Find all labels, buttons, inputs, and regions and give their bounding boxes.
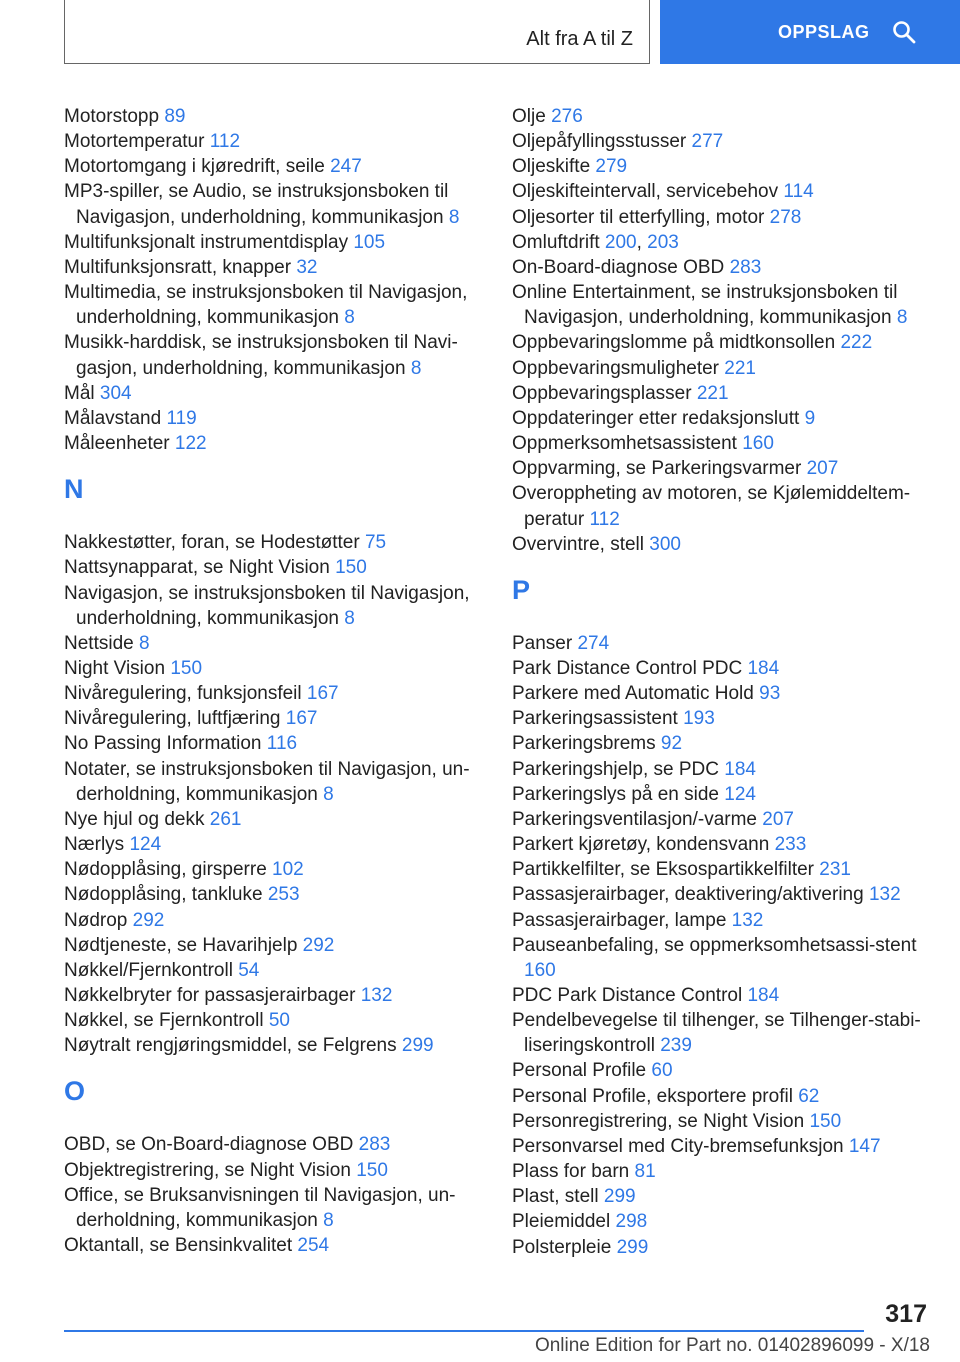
index-entry xyxy=(64,706,484,731)
index-entry xyxy=(64,129,484,154)
index-entry-text: Oljeskifteintervall, servicebehov xyxy=(512,181,779,203)
page-reference-link[interactable]: 112 xyxy=(589,508,620,530)
page-reference-link[interactable]: 167 xyxy=(306,683,339,705)
index-entry xyxy=(512,983,932,1008)
page-reference-link[interactable]: 89 xyxy=(164,106,186,127)
index-entry xyxy=(64,280,484,330)
page-reference-link[interactable]: 105 xyxy=(353,231,386,253)
page-reference-link[interactable]: 278 xyxy=(769,206,802,228)
index-entry-text: Overvintre, stell xyxy=(512,533,644,555)
page-reference-link[interactable]: 253 xyxy=(267,884,300,906)
index-entry-text: Nye hjul og dekk xyxy=(64,808,205,830)
index-entry-text: Multifunksjonalt instrumentdisplay xyxy=(64,231,349,253)
index-entry xyxy=(512,1134,932,1159)
index-entry xyxy=(64,807,484,832)
index-entry xyxy=(512,631,932,656)
index-entry xyxy=(64,908,484,933)
index-entry-text: Nøytralt rengjøringsmiddel, se Felgrens xyxy=(64,1035,397,1057)
index-entry xyxy=(512,933,932,983)
index-entry-text: Online Entertainment, se instruksjonsboken til Navigasjon, underholdning, kommunikasjon xyxy=(512,282,898,329)
edition-footer: Online Edition for Part no. 01402896099 - X/18 xyxy=(534,1335,930,1356)
index-entry xyxy=(512,255,932,280)
page-reference-link[interactable]: 203 xyxy=(647,231,679,253)
page-reference-link[interactable]: 8 xyxy=(344,307,355,329)
page-reference-link[interactable]: 102 xyxy=(272,859,304,881)
index-entry xyxy=(512,280,932,330)
page-reference-link[interactable]: 8 xyxy=(138,632,150,654)
index-entry xyxy=(512,406,932,431)
index-entry xyxy=(64,154,484,179)
index-entry xyxy=(64,431,484,456)
index-entry xyxy=(512,1159,932,1184)
index-entry-text: Parkert kjøretøy, kondensvann xyxy=(512,834,770,856)
index-entry xyxy=(512,908,932,933)
page-reference-link[interactable]: 207 xyxy=(806,458,839,480)
page-reference-link[interactable]: 298 xyxy=(615,1211,648,1233)
index-entry-text: Passasjerairbager, lampe xyxy=(512,909,727,931)
page-reference-link[interactable]: 124 xyxy=(129,834,162,856)
page-reference-link[interactable]: 304 xyxy=(99,382,132,404)
index-entry xyxy=(64,1233,484,1258)
index-entry-text: Personvarsel med City-bremsefunksjon xyxy=(512,1135,844,1157)
page-reference-link[interactable]: 184 xyxy=(747,985,780,1006)
index-entry-text: Multifunksjonsratt, knapper xyxy=(64,256,292,278)
page-reference-link[interactable]: 276 xyxy=(551,106,583,127)
page-reference-link[interactable]: 254 xyxy=(297,1235,330,1257)
page-reference-link[interactable]: 54 xyxy=(238,959,260,981)
page-reference-link[interactable]: 299 xyxy=(616,1236,649,1258)
section-tab xyxy=(64,0,650,64)
page-reference-link[interactable]: 119 xyxy=(166,407,197,429)
page-reference-link[interactable]: 147 xyxy=(848,1135,881,1157)
index-entry xyxy=(64,656,484,681)
index-entry xyxy=(512,832,932,857)
index-entry-text: Objektregistrering, se Night Vision xyxy=(64,1159,351,1181)
page-reference-link[interactable]: 150 xyxy=(356,1159,388,1181)
index-entry-text: Nøkkelbryter for passasjerairbager xyxy=(64,985,356,1006)
index-entry-text: Oktantall, se Bensinkvalitet xyxy=(64,1235,293,1257)
index-entry-text: Oppbevaringslomme på midtkonsollen xyxy=(512,332,836,354)
index-entry xyxy=(512,104,932,129)
index-entry-text: Oljesorter til etterfylling, motor xyxy=(512,206,765,228)
page-reference-link[interactable]: 92 xyxy=(660,733,683,755)
page-reference-link[interactable]: 160 xyxy=(524,959,556,981)
index-entry xyxy=(64,330,484,380)
page-reference-link[interactable]: 150 xyxy=(335,557,367,579)
index-entry-text: Polsterpleie xyxy=(512,1236,612,1258)
index-entry xyxy=(512,381,932,406)
index-entry-text: Nivåregulering, luftfjæring xyxy=(64,708,281,730)
page-reference-link[interactable]: 60 xyxy=(651,1060,673,1082)
index-entry xyxy=(64,179,484,229)
index-entry-text: Motortomgang i kjøredrift, seile xyxy=(64,156,325,178)
page-reference-link[interactable]: 184 xyxy=(747,657,780,679)
index-entry-text: Motortemperatur xyxy=(64,131,205,153)
page-reference-link[interactable]: 8 xyxy=(323,1209,334,1231)
footer-divider xyxy=(64,1330,864,1332)
page-reference-link[interactable]: 75 xyxy=(364,532,387,554)
index-entry-text: Notater, se instruksjonsboken til Navigasjon, un-derholdning, kommunikasjon xyxy=(64,758,470,805)
index-entry-text: Partikkelfilter, se Eksospartikkelfilter xyxy=(512,859,814,881)
index-entry xyxy=(512,481,932,531)
section-letter: O xyxy=(64,1076,86,1107)
index-entry xyxy=(512,129,932,154)
page-reference-link[interactable]: 124 xyxy=(724,783,756,805)
index-entry xyxy=(64,1008,484,1033)
page-reference-link[interactable]: 8 xyxy=(410,357,422,379)
index-entry-text: Oppdateringer etter redaksjonslutt xyxy=(512,407,800,429)
index-entry-text: Nettside xyxy=(64,632,134,654)
index-entry-text: Musikk-harddisk, se instruksjonsboken til Navi-gasjon, underholdning, kommunikasjon xyxy=(64,332,458,379)
index-entry xyxy=(64,1183,484,1233)
index-entry-text: Motorstopp xyxy=(64,106,160,127)
index-entry xyxy=(512,757,932,782)
index-entry xyxy=(512,857,932,882)
index-entry-text: Overoppheting av motoren, se Kjølemiddeltem-peratur xyxy=(512,483,911,530)
index-entry xyxy=(64,381,484,406)
index-entry-text: Nøkkel, se Fjernkontroll xyxy=(64,1010,264,1032)
index-entry-text: Parkeringslys på en side xyxy=(512,783,719,805)
index-entry-text: Mål xyxy=(64,382,95,404)
index-entry xyxy=(64,555,484,580)
search-icon xyxy=(892,20,916,44)
index-entry-text: Målavstand xyxy=(64,407,162,429)
page-reference-link[interactable]: 8 xyxy=(448,206,460,228)
index-entry xyxy=(64,406,484,431)
index-entry xyxy=(64,104,484,129)
page-reference-link[interactable]: 283 xyxy=(729,256,762,278)
index-entry-text: Nøkkel/Fjernkontroll xyxy=(64,959,233,981)
index-entry-text: Parkeringsventilasjon/-varme xyxy=(512,808,757,830)
index-entry-text: Parkeringsassistent xyxy=(512,708,678,730)
page-reference-link[interactable]: 112 xyxy=(209,131,241,153)
page-reference-link[interactable]: 292 xyxy=(132,909,165,931)
index-entry xyxy=(512,330,932,355)
index-entry xyxy=(64,757,484,807)
index-entry-text: Måleenheter xyxy=(64,433,170,455)
index-entry-text: Oppmerksomhetsassistent xyxy=(512,433,737,455)
index-entry xyxy=(64,958,484,983)
index-entry xyxy=(64,933,484,958)
page-reference-link[interactable]: 132 xyxy=(731,909,764,931)
page-reference-link[interactable]: 247 xyxy=(330,156,362,178)
index-entry-text: Park Distance Control PDC xyxy=(512,657,743,679)
index-entry xyxy=(64,1158,484,1183)
index-entry-text: Passasjerairbager, deaktivering/aktivering xyxy=(512,884,864,906)
page-reference-link[interactable]: 222 xyxy=(840,332,873,354)
page-reference-link[interactable]: 8 xyxy=(344,607,355,629)
search-label: OPPSLAG xyxy=(778,21,870,42)
index-entry-text: Personregistrering, se Night Vision xyxy=(512,1110,805,1132)
index-entry-text: Nakkestøtter, foran, se Hodestøtter xyxy=(64,532,360,554)
index-entry xyxy=(512,532,932,557)
page-reference-link[interactable]: 160 xyxy=(742,433,774,455)
page-reference-link[interactable]: 193 xyxy=(683,708,715,730)
index-entry xyxy=(64,1033,484,1058)
page-reference-link[interactable]: 283 xyxy=(358,1134,391,1156)
index-entry-text: Nødopplåsing, tankluke xyxy=(64,884,263,906)
page-reference-link[interactable]: 132 xyxy=(868,884,901,906)
index-entry xyxy=(512,1209,932,1234)
index-entry-text: No Passing Information xyxy=(64,733,262,755)
index-entry xyxy=(64,530,484,555)
page-reference-link[interactable]: 300 xyxy=(649,533,681,555)
page-reference-link[interactable]: 207 xyxy=(762,808,794,830)
index-entry-text: Pendelbevegelse til tilhenger, se Tilhenger-stabi-liseringskontroll xyxy=(512,1010,921,1057)
index-entry xyxy=(512,731,932,756)
page-reference-link[interactable]: 114 xyxy=(783,181,814,203)
index-entry-text: On-Board-diagnose OBD xyxy=(512,256,725,278)
index-entry-text: Office, se Bruksanvisningen til Navigasjon, un-derholdning, kommunikasjon xyxy=(64,1184,456,1231)
index-entry xyxy=(512,431,932,456)
index-entry-text: Nødrop xyxy=(64,909,128,931)
index-entry-text: Oppbevaringsmuligheter xyxy=(512,357,720,379)
section-letter: P xyxy=(512,574,531,605)
page-reference-link[interactable]: 274 xyxy=(577,632,610,654)
index-entry-text: Oljeskifte xyxy=(512,156,591,178)
index-entry xyxy=(512,1109,932,1134)
index-column-left xyxy=(64,104,484,1258)
index-entry xyxy=(64,731,484,756)
index-entry-text: Omluftdrift xyxy=(512,231,600,253)
section-title: Alt fra A til Z xyxy=(526,28,633,50)
index-entry xyxy=(64,882,484,907)
index-entry-text: Plast, stell xyxy=(512,1186,599,1208)
page-reference-link[interactable]: 62 xyxy=(798,1085,820,1107)
page-reference-link[interactable]: 299 xyxy=(401,1035,434,1057)
page-reference-link[interactable]: 150 xyxy=(809,1110,842,1132)
index-entry-text: Night Vision xyxy=(64,657,166,679)
index-entry-text: Olje xyxy=(512,106,546,127)
index-entry-text: MP3-spiller, se Audio, se instruksjonsboken til Navigasjon, underholdning, kommunikasjon xyxy=(64,181,449,228)
index-entry xyxy=(512,706,932,731)
index-entry xyxy=(512,154,932,179)
index-entry: Omluftdrift 200, 203 xyxy=(512,231,679,253)
index-entry-text: Nødtjeneste, se Havarihjelp xyxy=(64,934,298,956)
section-letter: N xyxy=(64,474,84,505)
index-entry-text: Multimedia, se instruksjonsboken til Navigasjon, underholdning, kommunikasjon xyxy=(64,282,468,329)
index-entry xyxy=(512,681,932,706)
index-entry xyxy=(64,832,484,857)
page-reference-link[interactable]: 167 xyxy=(285,708,318,730)
index-entry xyxy=(64,1132,484,1157)
index-entry-text: Nærlys xyxy=(64,834,125,856)
page-reference-link[interactable]: 299 xyxy=(603,1186,636,1208)
index-entry xyxy=(512,1084,932,1109)
page-reference-link[interactable]: 292 xyxy=(302,934,335,956)
index-entry-text: Oppbevaringsplasser xyxy=(512,382,692,404)
index-entry-text: Parkeringshjelp, se PDC xyxy=(512,758,719,780)
index-entry-text: Personal Profile xyxy=(512,1060,647,1082)
index-entry-text: Parkere med Automatic Hold xyxy=(512,683,754,705)
page-reference-link[interactable]: 8 xyxy=(896,307,908,329)
index-column-right xyxy=(512,104,932,1260)
index-entry-text: Nivåregulering, funksjonsfeil xyxy=(64,683,302,705)
index-entry-text: Panser xyxy=(512,632,573,654)
page-reference-link[interactable]: 184 xyxy=(724,758,756,780)
page-reference-link[interactable]: 221 xyxy=(696,382,729,404)
page-reference-link[interactable]: 32 xyxy=(296,256,318,278)
index-entry xyxy=(512,1235,932,1260)
index-entry xyxy=(512,1008,932,1058)
index-entry xyxy=(512,807,932,832)
index-entry xyxy=(512,1058,932,1083)
index-entry-text: Nattsynapparat, se Night Vision xyxy=(64,557,330,579)
index-entry-text: Pauseanbefaling, se oppmerksomhetsassi-stent xyxy=(512,934,917,956)
index-entry-text: Navigasjon, se instruksjonsboken til Navigasjon, underholdning, kommunikasjon xyxy=(64,582,470,629)
page-reference-link[interactable]: 277 xyxy=(691,131,724,153)
index-entry-text: OBD, se On-Board-diagnose OBD xyxy=(64,1134,354,1156)
index-entry-text: Parkeringsbrems xyxy=(512,733,656,755)
index-entry xyxy=(512,882,932,907)
index-entry-text: Oppvarming, se Parkeringsvarmer xyxy=(512,458,802,480)
index-entry xyxy=(512,179,932,204)
index-entry xyxy=(64,857,484,882)
index-entry xyxy=(64,983,484,1008)
index-entry-text: Oljepåfyllingsstusser xyxy=(512,131,687,153)
page-reference-link[interactable]: 221 xyxy=(724,357,756,379)
page-reference-link[interactable]: 8 xyxy=(323,783,334,805)
search-button[interactable] xyxy=(660,0,960,64)
page-reference-link[interactable]: 261 xyxy=(209,808,242,830)
index-entry xyxy=(64,631,484,656)
page-reference-link[interactable]: 200 xyxy=(604,231,637,253)
page-reference-link[interactable]: 9 xyxy=(804,407,816,429)
index-entry-text: PDC Park Distance Control xyxy=(512,985,743,1006)
page-reference-link[interactable]: 93 xyxy=(759,683,781,705)
page-reference-link[interactable]: 50 xyxy=(268,1010,290,1032)
page-reference-link[interactable]: 233 xyxy=(774,834,807,856)
page-reference-link[interactable]: 231 xyxy=(819,859,851,881)
index-entry-text: Plass for barn xyxy=(512,1161,630,1183)
index-entry xyxy=(64,230,484,255)
page-reference-link[interactable]: 279 xyxy=(595,156,628,178)
index-entry xyxy=(512,656,932,681)
index-entry xyxy=(512,1184,932,1209)
index-entry xyxy=(512,456,932,481)
index-entry xyxy=(512,356,932,381)
page-number: 317 xyxy=(885,1300,927,1328)
index-entry xyxy=(64,681,484,706)
index-entry-text: Pleiemiddel xyxy=(512,1211,611,1233)
index-entry xyxy=(512,782,932,807)
page-reference-link[interactable]: 81 xyxy=(634,1161,656,1183)
index-entry xyxy=(64,255,484,280)
index-entry-text: Personal Profile, eksportere profil xyxy=(512,1085,793,1107)
page-reference-link[interactable]: 239 xyxy=(660,1035,692,1057)
page-reference-link[interactable]: 132 xyxy=(360,985,393,1006)
index-entry xyxy=(512,205,932,230)
page-reference-link[interactable]: 116 xyxy=(266,733,298,755)
index-entry xyxy=(64,581,484,631)
index-entry-text: Nødopplåsing, girsperre xyxy=(64,859,267,881)
page-reference-link[interactable]: 150 xyxy=(170,657,203,679)
page-reference-link[interactable]: 122 xyxy=(174,433,207,455)
